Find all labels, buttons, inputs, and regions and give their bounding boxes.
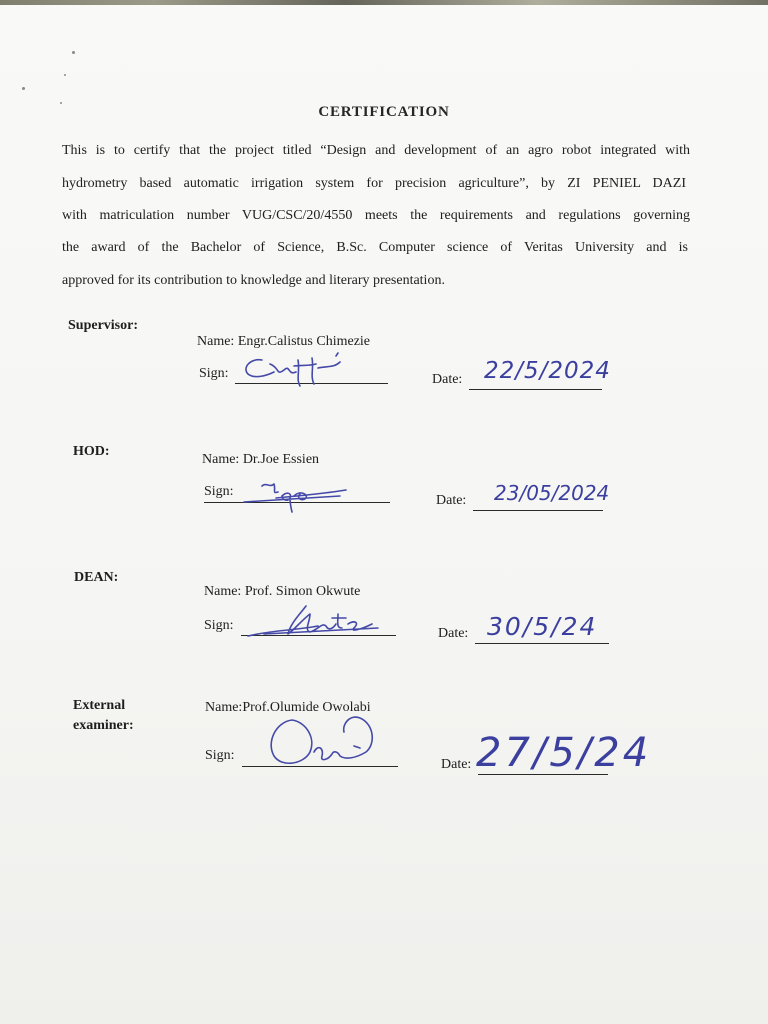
document-title: CERTIFICATION [318, 104, 450, 120]
dean-date-label: Date: [438, 626, 469, 641]
external-examiner-role-line: examiner: [73, 718, 134, 733]
external-examiner-role-line: External [73, 698, 126, 713]
hod-role-label: HOD: [73, 444, 110, 459]
paper-speck [64, 74, 66, 76]
dean-role-label: DEAN: [74, 570, 119, 585]
external-examiner-date-handwritten: 27/5/24 [476, 730, 652, 776]
dean-date-handwritten: 30/5/24 [487, 612, 598, 641]
supervisor-role-label: Supervisor: [68, 318, 138, 333]
dean-date-line [475, 643, 609, 644]
paper-speck [22, 87, 25, 90]
external-examiner-name: Name:Prof.Olumide Owolabi [205, 700, 371, 715]
certification-text-line: the award of the Bachelor of Science, B.Sc. Computer science of Veritas University and is [62, 240, 688, 255]
external-examiner-sign-label: Sign: [205, 748, 235, 763]
supervisor-sign-label: Sign: [199, 366, 229, 381]
hod-signature [236, 476, 351, 516]
hod-date-handwritten: 23/05/2024 [494, 481, 610, 505]
supervisor-date-label: Date: [432, 372, 463, 387]
dean-sign-label: Sign: [204, 618, 234, 633]
certification-text-line: hydrometry based automatic irrigation system for precision agriculture”, by ZI PENIEL DAZI [62, 176, 686, 191]
supervisor-name: Name: Engr.Calistus Chimezie [197, 334, 371, 349]
dean-signature [244, 600, 384, 642]
external-examiner-date-label: Date: [441, 757, 472, 772]
hod-date-line [473, 510, 603, 511]
supervisor-signature [240, 350, 350, 390]
dean-name: Name: Prof. Simon Okwute [204, 584, 361, 599]
external-examiner-signature [262, 708, 382, 770]
certification-text-line: approved for its contribution to knowledge and literary presentation. [62, 273, 445, 288]
certification-text-line: with matriculation number VUG/CSC/20/4550 meets the requirements and regulations governing [62, 208, 690, 223]
hod-date-label: Date: [436, 493, 467, 508]
certification-text-line: This is to certify that the project titled “Design and development of an agro robot integrated with [62, 143, 690, 158]
paper-speck [72, 51, 75, 54]
hod-sign-label: Sign: [204, 484, 234, 499]
supervisor-date-line [469, 389, 602, 390]
supervisor-date-handwritten: 22/5/2024 [484, 358, 611, 384]
external-examiner-role-label [73, 696, 134, 736]
hod-name: Name: Dr.Joe Essien [202, 452, 320, 467]
